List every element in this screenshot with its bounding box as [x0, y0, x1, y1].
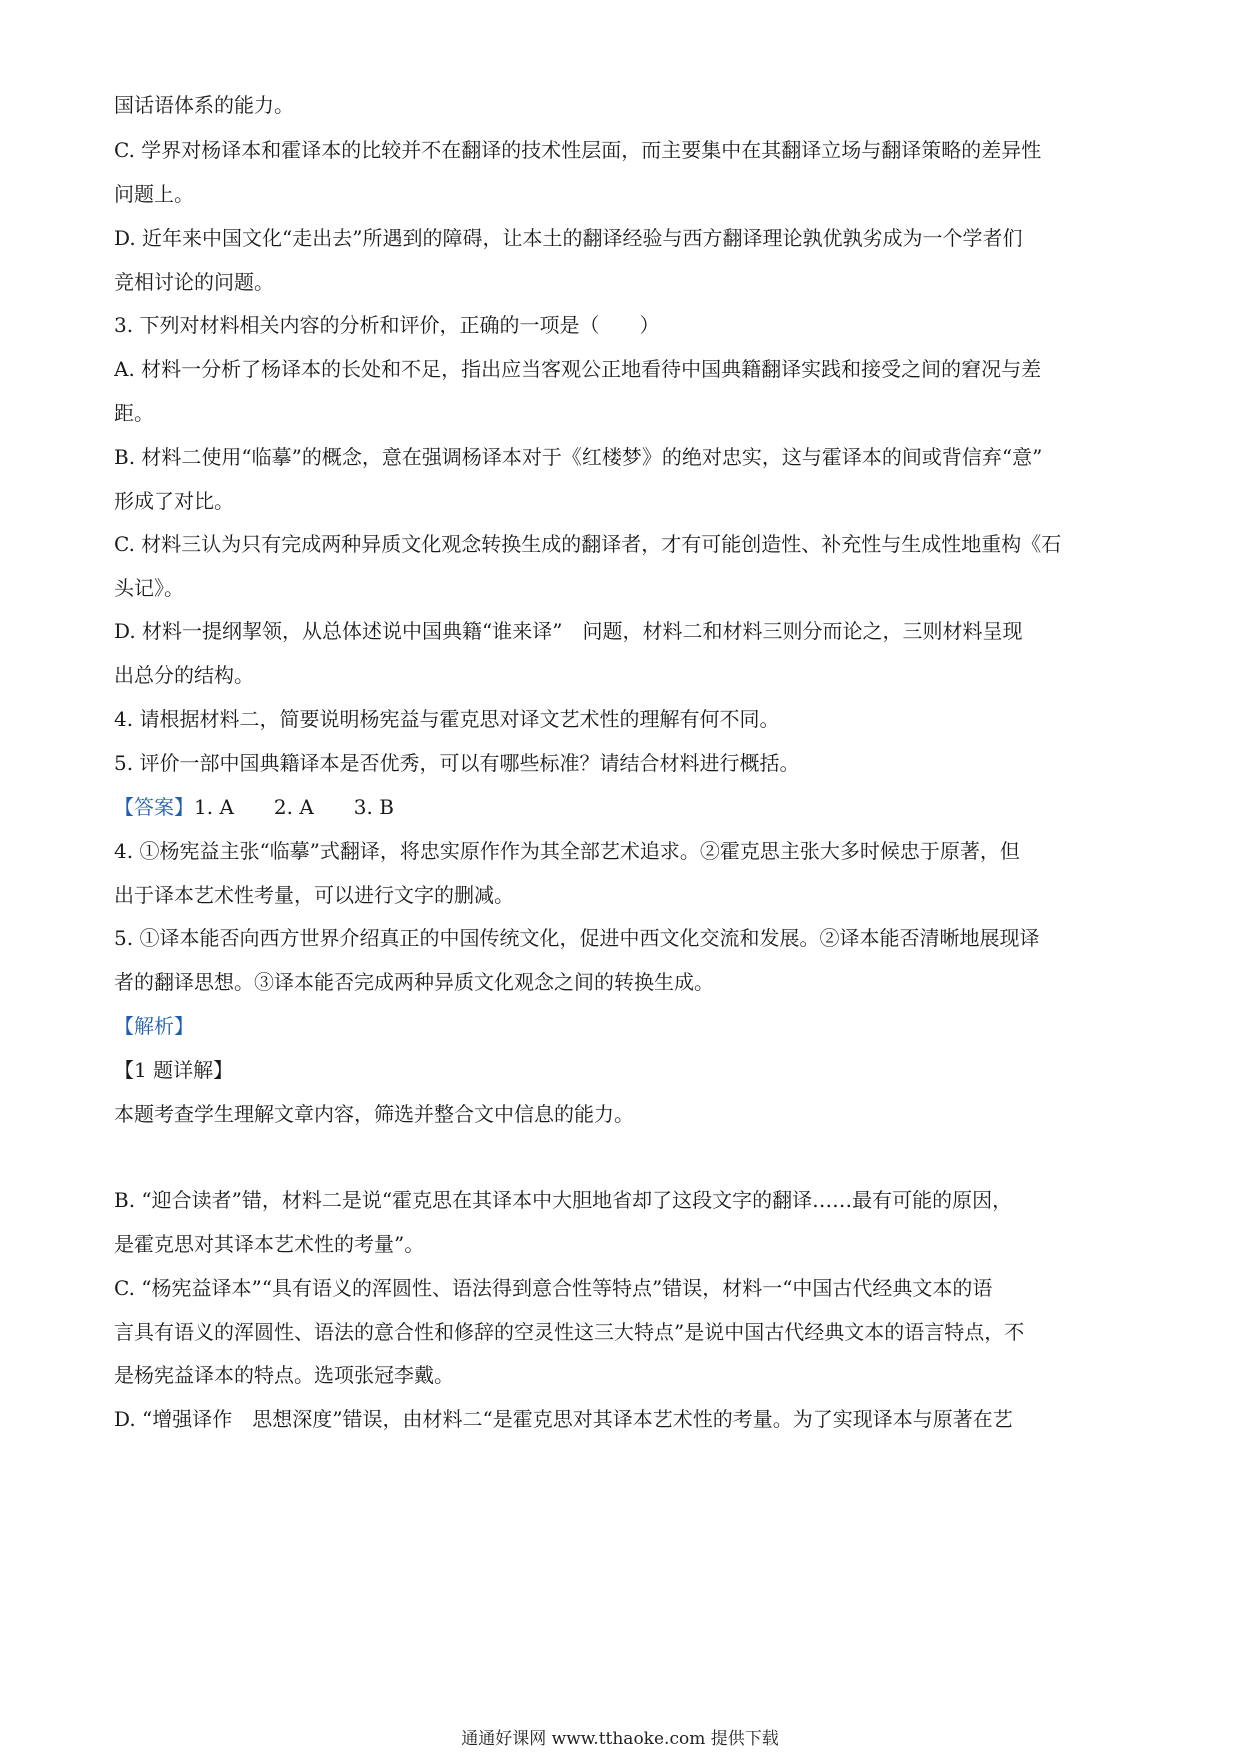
text-line: 竞相讨论的问题。 — [114, 270, 274, 294]
option-a-line: A. 材料一分析了杨译本的长处和不足，指出应当客观公正地看待中国典籍翻译实践和接受之间的窘况与差 — [114, 357, 1042, 381]
option-c-line: C. 材料三认为只有完成两种异质文化观念转换生成的翻译者，才有可能创造性、补充性与生成性地重构《石 — [114, 532, 1062, 556]
answer-items: 1. A 2. A 3. B — [194, 795, 394, 819]
answer-5-line: 5. ①译本能否向西方世界介绍真正的中国传统文化，促进中西文化交流和发展。②译本能否清晰地展现译 — [114, 926, 1040, 950]
answer-5-line: 者的翻译思想。③译本能否完成两种异质文化观念之间的转换生成。 — [114, 970, 714, 994]
analysis-line: B. “迎合读者”错，材料二是说“霍克思在其译本中大胆地省却了这段文字的翻译……最有可能的原因， — [114, 1188, 1013, 1212]
text-line: 头记》。 — [114, 576, 184, 600]
option-b-line: B. 材料二使用“临摹”的概念，意在强调杨译本对于《红楼梦》的绝对忠实，这与霍译本的间或背信弃“意” — [114, 445, 1043, 469]
answer-4-line: 4. ①杨宪益主张“临摹”式翻译，将忠实原作作为其全部艺术追求。②霍克思主张大多时候忠于原著，但 — [114, 839, 1020, 863]
text-line: 出总分的结构。 — [114, 663, 254, 687]
analysis-line: 是霍克思对其译本艺术性的考量”。 — [114, 1232, 425, 1256]
option-d-line: D. 材料一提纲挈领，从总体述说中国典籍“谁来译” 问题，材料二和材料三则分而论之，三则材料呈现 — [114, 619, 1023, 643]
option-c-line: C. 学界对杨译本和霍译本的比较并不在翻译的技术性层面，而主要集中在其翻译立场与翻译策略的差异性 — [114, 138, 1042, 162]
question-1-intro: 本题考查学生理解文章内容，筛选并整合文中信息的能力。 — [114, 1102, 634, 1126]
answer-line — [114, 793, 1144, 821]
text-line: 国话语体系的能力。 — [114, 93, 294, 117]
answer-4-line: 出于译本艺术性考量，可以进行文字的删减。 — [114, 883, 514, 907]
analysis-line: 是杨宪益译本的特点。选项张冠李戴。 — [114, 1363, 454, 1387]
analysis-line: 言具有语义的浑圆性、语法的意合性和修辞的空灵性这三大特点”是说中国古代经典文本的语言特点，不 — [114, 1320, 1025, 1344]
option-d-line: D. 近年来中国文化“走出去”所遇到的障碍，让本土的翻译经验与西方翻译理论孰优孰劣成为一个学者们 — [114, 226, 1023, 250]
text-line: 问题上。 — [114, 182, 194, 206]
analysis-line: C. “杨宪益译本”“具有语义的浑圆性、语法得到意合性等特点”错误，材料一“中国古代经典文本的语 — [114, 1276, 993, 1300]
page-footer: 通通好课网 www.tthaoke.com 提供下载 — [461, 1729, 779, 1749]
analysis-label: 【解析】 — [114, 1014, 194, 1038]
question-5: 5. 评价一部中国典籍译本是否优秀，可以有哪些标准？请结合材料进行概括。 — [114, 751, 800, 775]
answer-label: 【答案】 — [114, 795, 194, 819]
text-line: 距。 — [114, 401, 154, 425]
text-line: 形成了对比。 — [114, 489, 234, 513]
question-3: 3. 下列对材料相关内容的分析和评价，正确的一项是（ ） — [114, 313, 660, 337]
question-1-detail-label: 【1 题详解】 — [114, 1058, 234, 1082]
question-4: 4. 请根据材料二，简要说明杨宪益与霍克思对译文艺术性的理解有何不同。 — [114, 707, 780, 731]
analysis-line: D. “增强译作 思想深度”错误，由材料二“是霍克思对其译本艺术性的考量。为了实现译本与原著在艺 — [114, 1407, 1013, 1431]
